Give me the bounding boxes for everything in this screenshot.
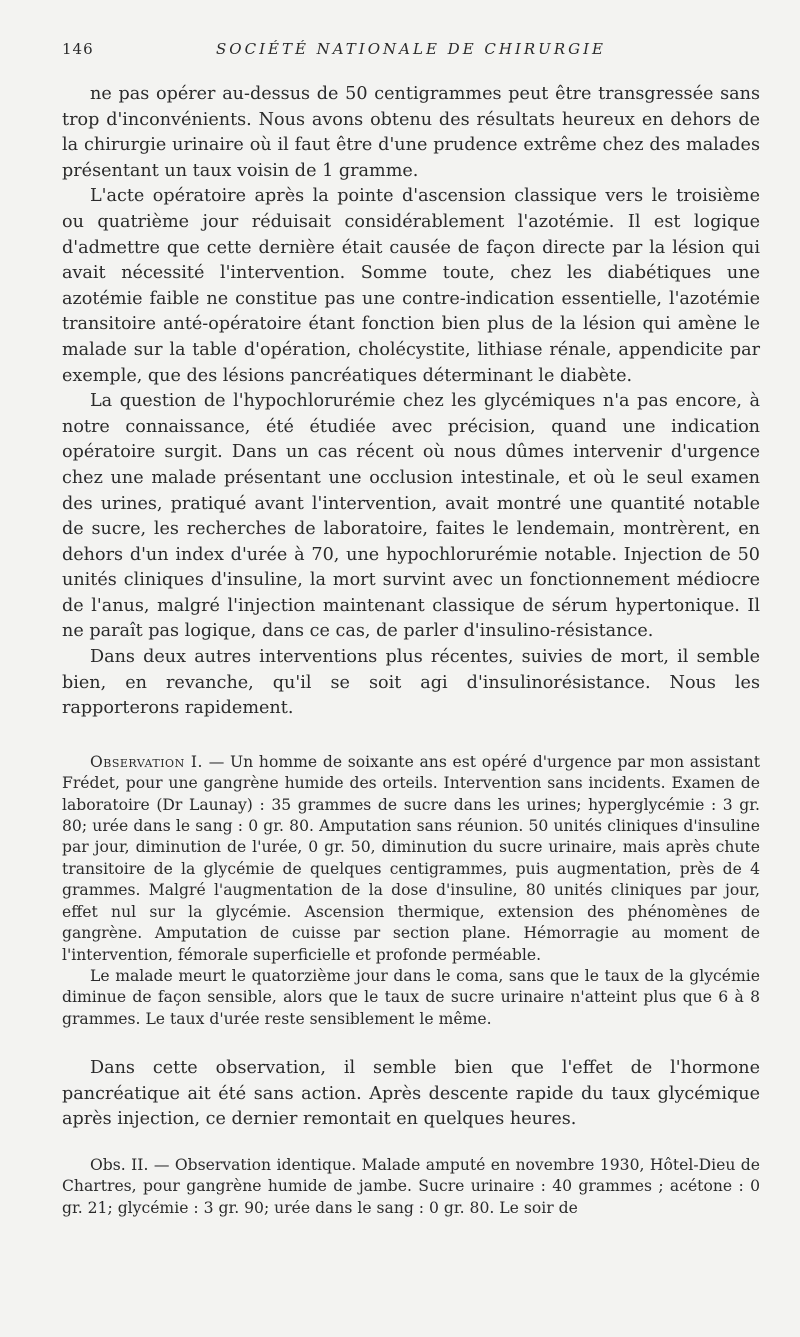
page-body — [62, 82, 760, 1219]
paragraph: La question de l'hypochlorurémie chez les glycémiques n'a pas encore, à notre connaissance, été étudiée avec précision, quand une indication opératoire surgit. Dans un cas récent où nous dûmes intervenir d'urgence chez une malade présentant une occlusion intestinale, et où le seul examen des urines, pratiqué avant l'intervention, avait montré une quantité notable de sucre, les recherches de laboratoire, faites le lendemain, montrèrent, en dehors d'un index d'urée à 70, une hypochlorurémie notable. Injection de 50 unités cliniques d'insuline, la mort survint avec un fonctionnement médiocre de l'anus, malgré l'injection maintenant classique de sérum hypertonique. Il ne paraît pas logique, dans ce cas, de parler d'insulino-résistance. — [62, 391, 760, 642]
paragraph: L'acte opératoire après la pointe d'ascension classique vers le troisième ou quatrième jour réduisait considérablement l'azotémie. Il est logique d'admettre que cette dernière était causée de façon directe par la lésion qui avait nécessité l'intervention. Somme toute, chez les diabétiques une azotémie faible ne constitue pas une contre-indication essentielle, l'azotémie transitoire anté-opératoire étant fonction bien plus de la lésion qui amène le malade sur la table d'opération, cholécystite, lithiase rénale, appendicite par exemple, que des lésions pancréatiques déterminant le diabète. — [62, 186, 760, 386]
running-title: SOCIÉTÉ NATIONALE DE CHIRURGIE — [216, 40, 606, 58]
commentary — [62, 1056, 760, 1133]
observation-paragraph: Le malade meurt le quatorzième jour dans le coma, sans que le taux de la glycémie diminue de façon sensible, alors que le taux de sucre urinaire n'atteint plus que 6 à 8 grammes. Le taux d'urée reste sensiblement le même. — [62, 966, 760, 1028]
paragraph: ne pas opérer au-dessus de 50 centigrammes peut être transgressée sans trop d'inconvénients. Nous avons obtenu des résultats heureux en dehors de la chirurgie urinaire où il faut être d'une prudence extrême chez des malades présentant un taux voisin de 1 gramme. — [62, 84, 760, 181]
observation-lead: Observation I. — [90, 752, 204, 771]
paragraph: Dans deux autres interventions plus récentes, suivies de mort, il semble bien, en revanche, qu'il se soit agi d'insulinorésistance. Nous les rapporterons rapidement. — [62, 647, 760, 719]
observation-1 — [62, 752, 760, 1030]
observation-text: — Un homme de soixante ans est opéré d'urgence par mon assistant Frédet, pour une gangrène humide des orteils. Intervention sans incidents. Examen de laboratoire (Dr Launay) : 35 grammes de sucre dans les urines; hyperglycémie : 3 gr. 80; urée dans le sang : 0 gr. 80. Amputation sans réunion. 50 unités cliniques d'insuline par jour, diminution de l'urée, 0 gr. 50, diminution du sucre urinaire, mais après chute transitoire de la glycémie de quelques centigrammes, puis augmentation, près de 4 grammes. Malgré l'augmentation de la dose d'insuline, 80 unités cliniques par jour, effet nul sur la glycémie. Ascension thermique, extension des phénomènes de gangrène. Amputation de cuisse par section plane. Hémorragie au moment de l'intervention, fémorale superficielle et profonde perméable. — [62, 752, 760, 964]
observation-2 — [62, 1155, 760, 1219]
observation-paragraph — [62, 752, 760, 966]
page-header — [62, 40, 760, 66]
main-text — [62, 82, 760, 722]
paragraph: Dans cette observation, il semble bien que l'effet de l'hormone pancréatique ait été sans action. Après descente rapide du taux glycémique après injection, ce dernier remontait en quelques heures. — [62, 1058, 760, 1130]
observation-paragraph: Obs. II. — Observation identique. Malade amputé en novembre 1930, Hôtel-Dieu de Chartres, pour gangrène humide de jambe. Sucre urinaire : 40 grammes ; acétone : 0 gr. 21; glycémie : 3 gr. 90; urée dans le sang : 0 gr. 80. Le soir de — [62, 1155, 760, 1217]
page-number: 146 — [62, 40, 94, 58]
